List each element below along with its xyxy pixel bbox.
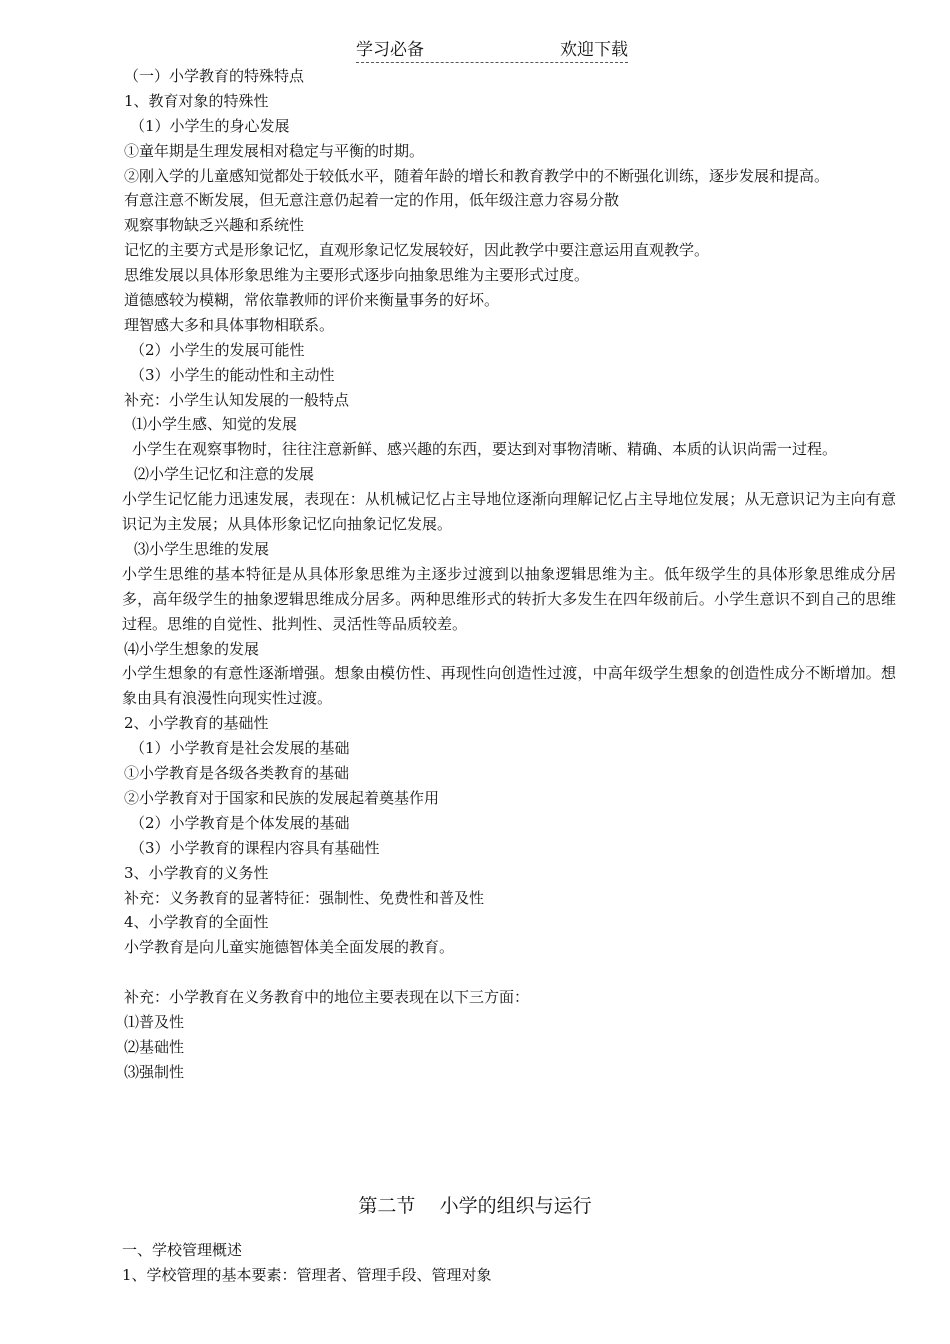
subheading-line: （1）小学教育是社会发展的基础 [130, 739, 350, 758]
text-line: 思维发展以具体形象思维为主要形式逐步向抽象思维为主要形式过度。 [124, 266, 590, 285]
list-item: ⑶强制性 [124, 1062, 185, 1081]
text-line: ①小学教育是各级各类教育的基础 [124, 764, 350, 783]
paragraph: 小学生记忆能力迅速发展，表现在：从机械记忆占主导地位逐渐向理解记忆占主导地位发展；从无意识记为主向有意识记为主发展；从具体形象记忆向抽象记忆发展。 [122, 490, 896, 534]
text-line: 小学教育是向儿童实施德智体美全面发展的教育。 [124, 938, 455, 957]
page-header [356, 38, 628, 63]
section-name: 小学的组织与运行 [439, 1195, 592, 1217]
heading-line: 3、小学教育的义务性 [124, 863, 269, 882]
text-line: 记忆的主要方式是形象记忆，直观形象记忆发展较好，因此教学中要注意运用直观教学。 [124, 241, 710, 260]
document-body [92, 64, 896, 1085]
subheading-line: （2）小学生的发展可能性 [130, 340, 305, 359]
list-item: ⑵基础性 [124, 1037, 185, 1056]
heading-line: 1、教育对象的特殊性 [124, 91, 269, 110]
subheading-line: ⑶小学生思维的发展 [134, 539, 270, 558]
text-line: 观察事物缺乏兴趣和系统性 [124, 216, 305, 235]
section-number: 第二节 [358, 1195, 416, 1217]
section-body [122, 1238, 492, 1288]
text-line: 有意注意不断发展，但无意注意仍起着一定的作用，低年级注意力容易分散 [124, 191, 620, 210]
header-left-text: 学习必备 [356, 40, 424, 60]
heading-line: （一）小学教育的特殊特点 [124, 67, 305, 85]
list-item: ⑴普及性 [124, 1012, 185, 1031]
subheading-line: ⑷小学生想象的发展 [124, 639, 260, 658]
subheading-line: ⑵小学生记忆和注意的发展 [134, 465, 315, 484]
text-line: 理智感大多和具体事物相联系。 [124, 315, 335, 334]
text-line: ②小学教育对于国家和民族的发展起着奠基作用 [124, 788, 440, 807]
text-line: 道德感较为模糊，常依靠教师的评价来衡量事务的好坏。 [124, 291, 500, 310]
paragraph: 小学生在观察事物时，往往注意新鲜、感兴趣的东西，要达到对事物清晰、精确、本质的认识尚需一过程。 [132, 440, 838, 459]
text-line: 补充：小学生认知发展的一般特点 [124, 390, 350, 409]
paragraph: 小学生想象的有意性逐渐增强。想象由模仿性、再现性向创造性过渡，中高年级学生想象的创造性成分不断增加。想象由具有浪漫性向现实性过渡。 [122, 664, 896, 708]
text-line: 补充：小学教育在义务教育中的地位主要表现在以下三方面： [124, 988, 530, 1007]
subheading-line: （1）小学生的身心发展 [130, 116, 290, 135]
text-line: 1、学校管理的基本要素：管理者、管理手段、管理对象 [122, 1265, 492, 1284]
paragraph: 小学生思维的基本特征是从具体形象思维为主逐步过渡到以抽象逻辑思维为主。低年级学生的具体形象思维成分居多，高年级学生的抽象逻辑思维成分居多。两种思维形式的转折大多发生在四年级前后。小学生意识不到自己的思维过程。思维的自觉性、批判性、灵活性等品质较差。 [122, 564, 896, 633]
subheading-line: （2）小学教育是个体发展的基础 [130, 813, 350, 832]
heading-line: 2、小学教育的基础性 [124, 714, 269, 733]
subheading-line: ⑴小学生感、知觉的发展 [132, 415, 298, 434]
header-right-text: 欢迎下载 [560, 40, 628, 60]
text-line: ②刚入学的儿童感知觉都处于较低水平，随着年龄的增长和教育教学中的不断强化训练，逐步发展和提高。 [124, 166, 830, 185]
subheading-line: （3）小学教育的课程内容具有基础性 [130, 838, 380, 857]
heading-line: 一、学校管理概述 [122, 1241, 243, 1259]
section-title [0, 1192, 950, 1220]
subheading-line: （3）小学生的能动性和主动性 [130, 365, 335, 384]
heading-line: 4、小学教育的全面性 [124, 913, 269, 932]
text-line: ①童年期是生理发展相对稳定与平衡的时期。 [124, 141, 425, 160]
text-line: 补充：义务教育的显著特征：强制性、免费性和普及性 [124, 888, 485, 907]
blank-line [92, 960, 896, 985]
